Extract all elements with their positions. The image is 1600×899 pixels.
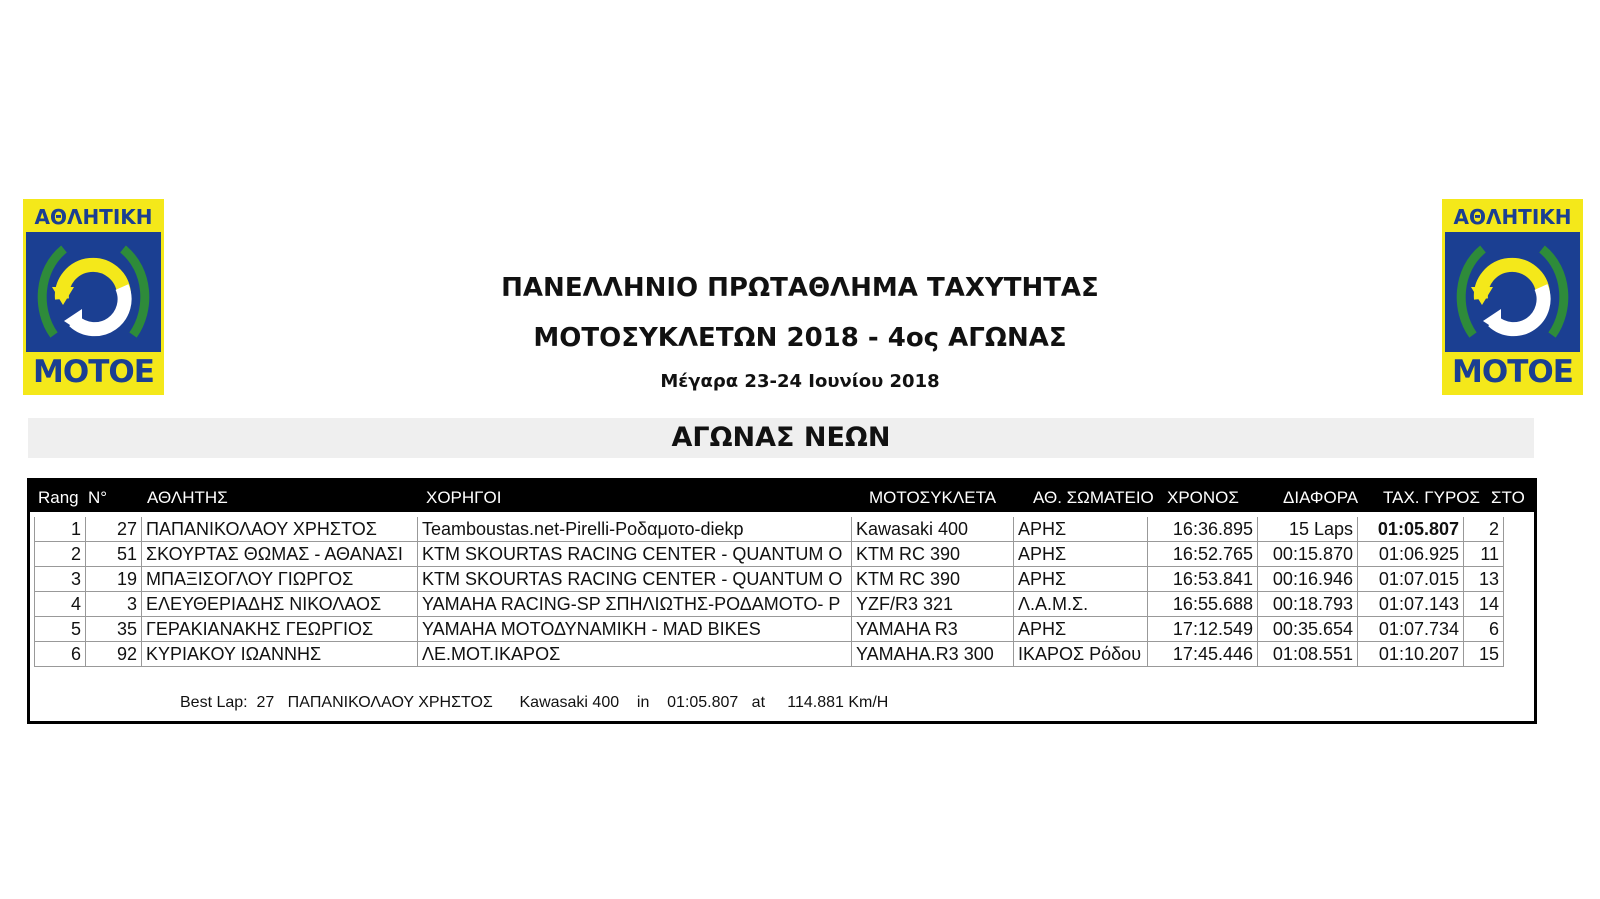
table-row [34,517,1530,542]
cell-club: ΑΡΗΣ [1014,617,1148,642]
race-name: ΑΓΩΝΑΣ ΝΕΩΝ [671,422,891,453]
cell-club: Λ.Α.Μ.Σ. [1014,592,1148,617]
best-lap-at: at [751,694,766,711]
cell-sto: 13 [1464,567,1504,592]
cell-sto: 6 [1464,617,1504,642]
table-row [34,567,1530,592]
cell-sto: 11 [1464,542,1504,567]
logo-bottom-text: ΜΟΤΟΕ [1445,352,1580,392]
cell-athlete: ΚΥΡΙΑΚΟΥ ΙΩΑΝΝΗΣ [142,642,418,667]
venue-date: Μέγαρα 23-24 Ιουνίου 2018 [660,371,940,392]
results-table [27,478,1537,724]
cell-no: 35 [86,617,142,642]
cell-rang: 3 [34,567,86,592]
cell-no: 27 [86,517,142,542]
table-row [34,542,1530,567]
logo-top-text: ΑΘΛΗΤΙΚΗ [26,202,161,232]
cell-fastest-lap: 01:07.015 [1358,567,1464,592]
table-row [34,642,1530,667]
cell-time: 16:52.765 [1148,542,1258,567]
cell-motorcycle: Kawasaki 400 [852,517,1014,542]
cell-time: 16:53.841 [1148,567,1258,592]
cell-diff: 15 Laps [1258,517,1358,542]
best-lap-in: in [636,694,650,711]
col-diff: ΔΙΑΦΟΡΑ [1283,488,1359,507]
cell-fastest-lap: 01:07.734 [1358,617,1464,642]
championship-title: ΠΑΝΕΛΛΗΝΙΟ ΠΡΩΤΑΘΛΗΜΑ ΤΑΧΥΤΗΤΑΣ [501,273,1099,303]
cell-fastest-lap: 01:06.925 [1358,542,1464,567]
cell-diff: 00:16.946 [1258,567,1358,592]
best-lap-time: 01:05.807 [667,694,739,711]
cell-athlete: ΠΑΠΑΝΙΚΟΛΑΟΥ ΧΡΗΣΤΟΣ [142,517,418,542]
cell-sponsors: Teamboustas.net-Pirelli-Ροδαμοτο-diekp [418,517,852,542]
cell-diff: 00:15.870 [1258,542,1358,567]
col-athlete: ΑΘΛΗΤΗΣ [147,488,228,507]
cell-diff: 00:35.654 [1258,617,1358,642]
table-row [34,592,1530,617]
col-motorcycle: ΜΟΤΟΣΥΚΛΕΤΑ [869,488,997,507]
best-lap-bike: Kawasaki 400 [519,694,620,711]
cell-time: 16:55.688 [1148,592,1258,617]
col-fastest-lap: ΤΑΧ. ΓΥΡΟΣ [1383,488,1481,507]
cell-athlete: ΜΠΑΞΙΣΟΓΛΟΥ ΓΙΩΡΓΟΣ [142,567,418,592]
best-lap-label: Best Lap: [180,694,248,711]
cell-motorcycle: KTM RC 390 [852,542,1014,567]
table-row [34,617,1530,642]
cell-club: ΙΚΑΡΟΣ Ρόδου [1014,642,1148,667]
col-sto: ΣΤΟ [1491,488,1525,507]
cell-athlete: ΣΚΟΥΡΤΑΣ ΘΩΜΑΣ - ΑΘΑΝΑΣΙ [142,542,418,567]
cell-sponsors: YAMAHA ΜΟΤΟΔΥΝΑΜΙΚΗ - MAD BIKES [418,617,852,642]
cell-diff: 00:18.793 [1258,592,1358,617]
cell-no: 3 [86,592,142,617]
table-header [30,481,1534,512]
col-time: ΧΡΟΝΟΣ [1167,488,1239,507]
cell-diff: 01:08.551 [1258,642,1358,667]
logo-bottom-text: ΜΟΤΟΕ [26,352,161,392]
cell-sto: 15 [1464,642,1504,667]
cell-fastest-lap: 01:05.807 [1358,517,1464,542]
best-lap-name: ΠΑΠΑΝΙΚΟΛΑΟΥ ΧΡΗΣΤΟΣ [287,694,493,711]
logo-top-text: ΑΘΛΗΤΙΚΗ [1445,202,1580,232]
cell-motorcycle: YAMAHA R3 [852,617,1014,642]
col-no: N° [88,488,108,507]
cell-sto: 14 [1464,592,1504,617]
round-title: ΜΟΤΟΣΥΚΛΕΤΩΝ 2018 - 4ος ΑΓΩΝΑΣ [533,323,1067,353]
cell-no: 51 [86,542,142,567]
best-lap-no: 27 [256,694,275,711]
cell-rang: 4 [34,592,86,617]
cell-rang: 5 [34,617,86,642]
cell-club: ΑΡΗΣ [1014,542,1148,567]
cell-sponsors: KTM SKOURTAS RACING CENTER - QUANTUM O [418,542,852,567]
cell-no: 92 [86,642,142,667]
col-club: ΑΘ. ΣΩΜΑΤΕΙΟ [1033,488,1154,507]
best-lap-speed: 114.881 Km/H [787,694,889,711]
cell-rang: 2 [34,542,86,567]
cell-sponsors: YAMAHA RACING-SP ΣΠΗΛΙΩΤΗΣ-ΡΟΔΑΜΟΤΟ- P [418,592,852,617]
cell-fastest-lap: 01:10.207 [1358,642,1464,667]
cell-no: 19 [86,567,142,592]
cell-motorcycle: YZF/R3 321 [852,592,1014,617]
col-sponsors: ΧΟΡΗΓΟΙ [426,488,502,507]
cell-fastest-lap: 01:07.143 [1358,592,1464,617]
cell-rang: 6 [34,642,86,667]
cell-time: 16:36.895 [1148,517,1258,542]
cell-time: 17:12.549 [1148,617,1258,642]
cell-sponsors: ΛΕ.ΜΟΤ.ΙΚΑΡΟΣ [418,642,852,667]
cell-motorcycle: KTM RC 390 [852,567,1014,592]
cell-athlete: ΕΛΕΥΘΕΡΙΑΔΗΣ ΝΙΚΟΛΑΟΣ [142,592,418,617]
cell-club: ΑΡΗΣ [1014,567,1148,592]
cell-sto: 2 [1464,517,1504,542]
cell-time: 17:45.446 [1148,642,1258,667]
col-rang: Rang [38,488,79,507]
cell-athlete: ΓΕΡΑΚΙΑΝΑΚΗΣ ΓΕΩΡΓΙΟΣ [142,617,418,642]
race-name-band [28,418,1534,458]
cell-club: ΑΡΗΣ [1014,517,1148,542]
best-lap-line [180,694,888,712]
cell-motorcycle: YAMAHA.R3 300 [852,642,1014,667]
cell-rang: 1 [34,517,86,542]
cell-sponsors: KTM SKOURTAS RACING CENTER - QUANTUM O [418,567,852,592]
